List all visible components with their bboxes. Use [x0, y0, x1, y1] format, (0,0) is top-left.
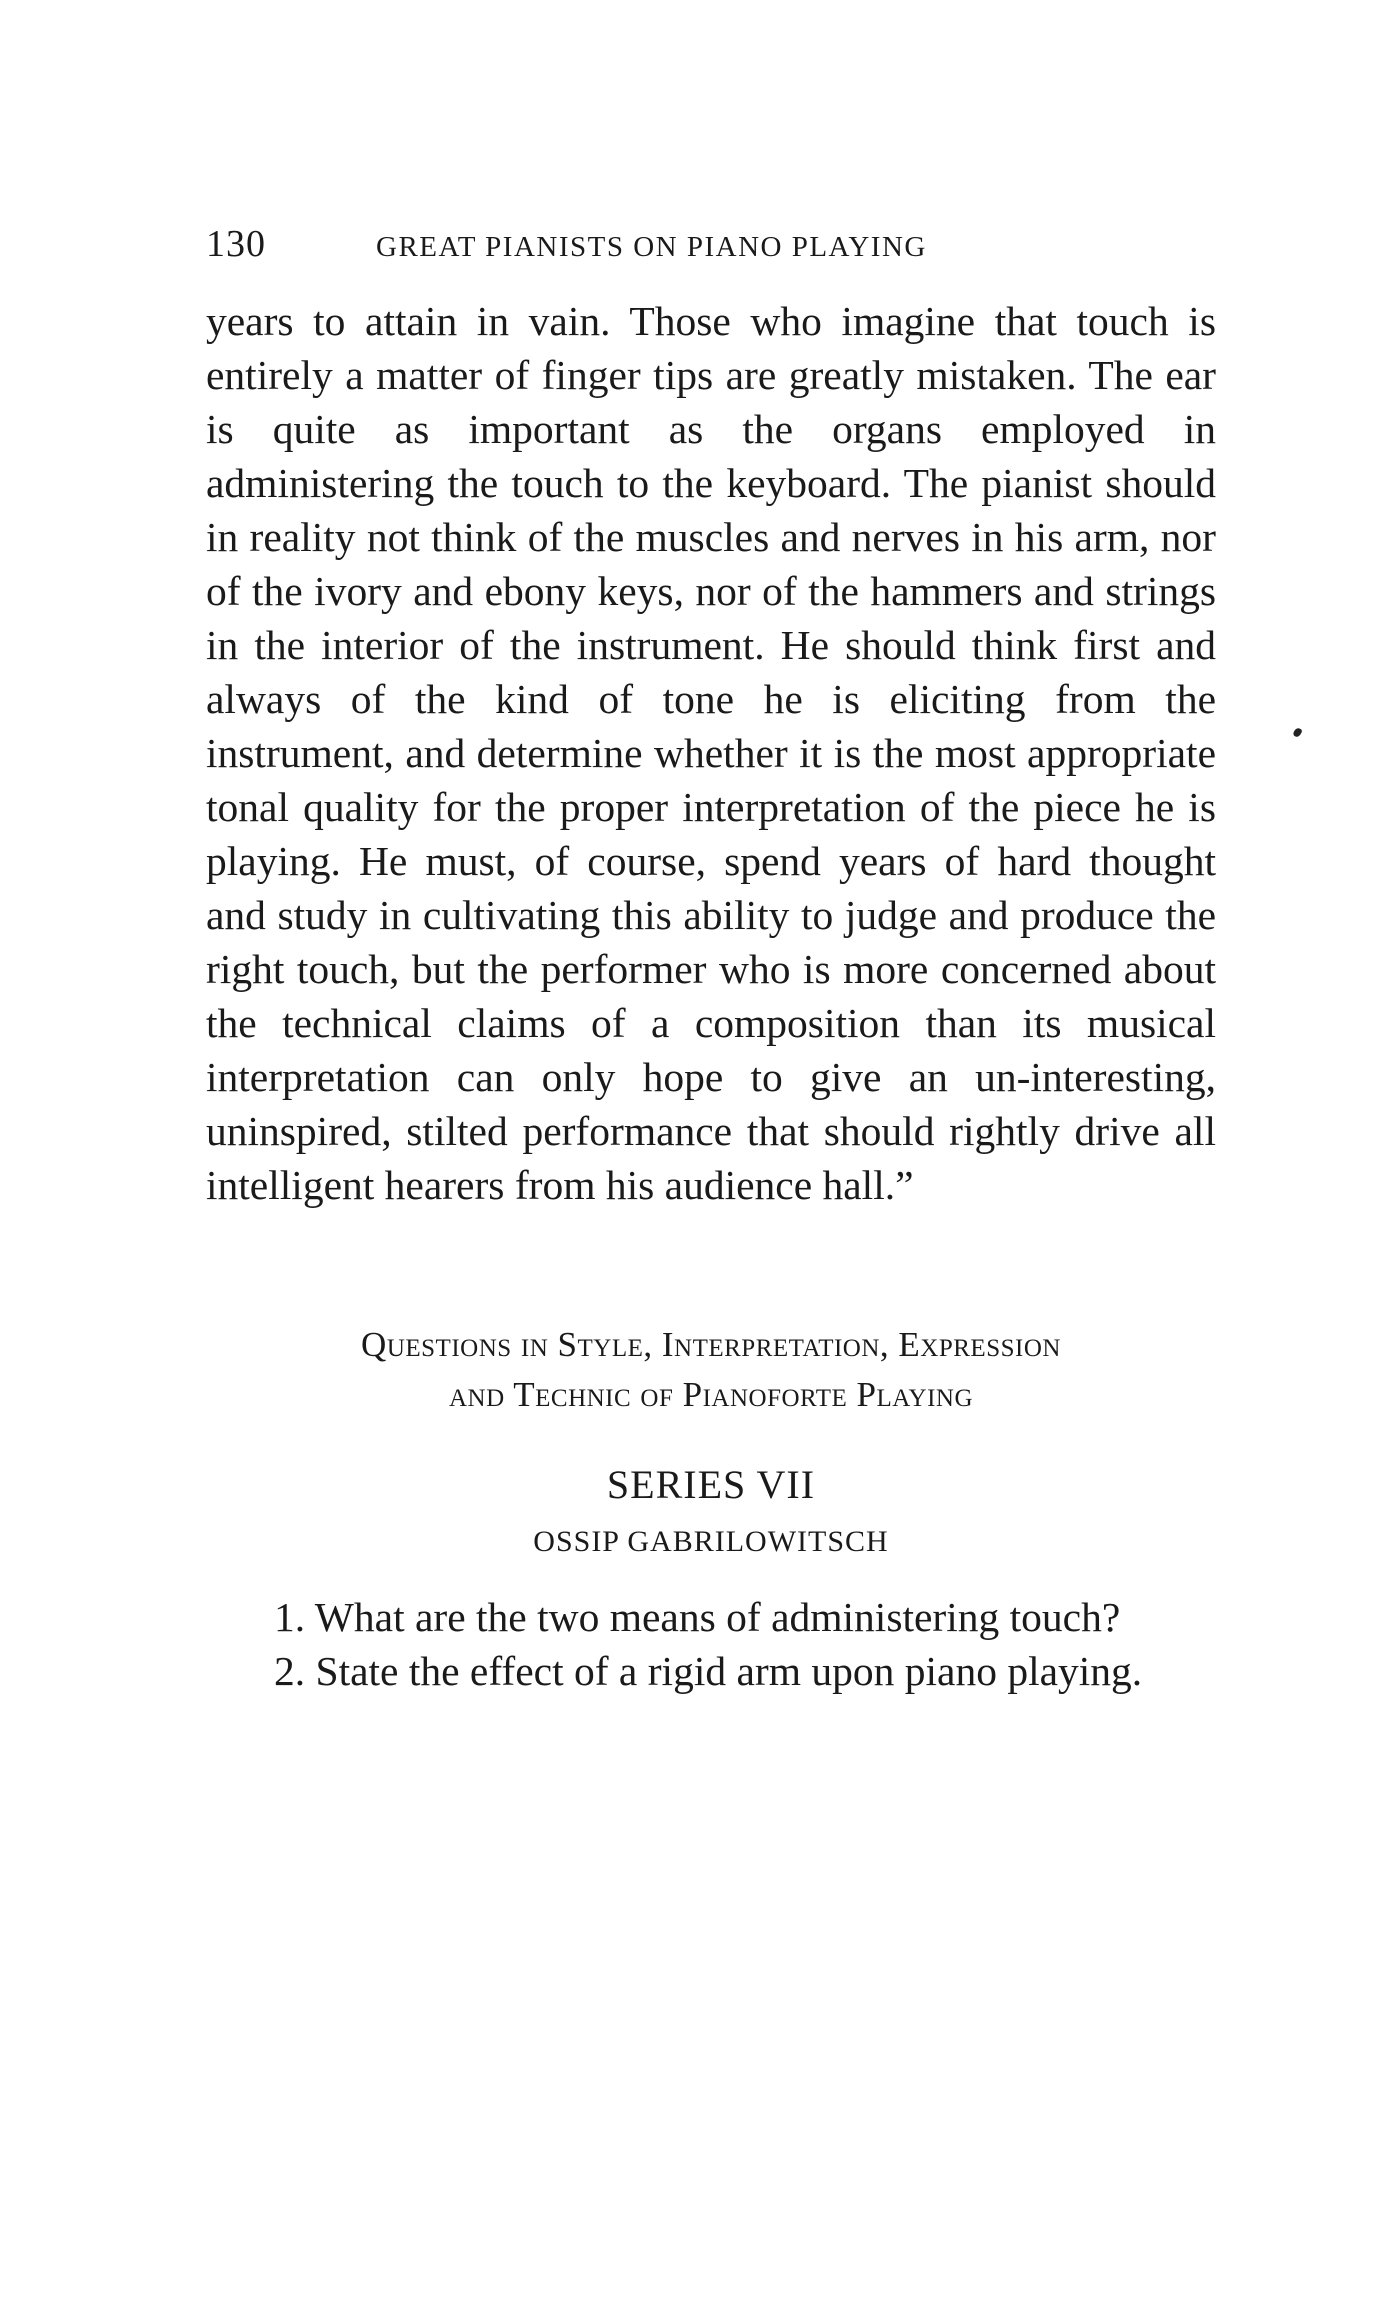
series-title: SERIES VII: [606, 1462, 816, 1507]
question-list: [206, 1590, 1216, 1698]
questions-heading-line-2: and Technic of Pianoforte Playing: [448, 1375, 974, 1414]
questions-heading-line-1: Questions in Style, Interpretation, Expression: [361, 1325, 1061, 1364]
author-name: OSSIP GABRILOWITSCH: [533, 1525, 889, 1558]
page-number: 130: [206, 223, 266, 265]
question-item: 1. What are the two means of administering touch?: [274, 1594, 1121, 1640]
question-item: 2. State the effect of a rigid arm upon piano playing.: [274, 1648, 1143, 1694]
questions-heading: [206, 1320, 1216, 1420]
book-page: [206, 222, 1216, 1698]
ink-speck: [1292, 727, 1303, 738]
body-paragraph: years to attain in vain. Those who imagine that touch is entirely a matter of finger tips are greatly mistaken. The ear is quite as important as the organs employed in administering the touch to the keyboard. The pianist should in reality not think of the muscles and nerves in his arm, nor of the ivory and ebony keys, nor of the hammers and strings in the interior of the instrument. He should think first and always of the kind of tone he is eliciting from the instrument, and determine whether it is the most appropriate tonal quality for the proper interpretation of the piece he is playing. He must, of course, spend years of hard thought and study in cultivating this ability to judge and produce the right touch, but the performer who is more concerned about the technical claims of a composition than its musical interpretation can only hope to give an un-interesting, uninspired, stilted performance that should rightly drive all intelligent hearers from his audience hall.”: [206, 298, 1216, 1208]
running-head: [206, 222, 1216, 274]
running-title: GREAT PIANISTS ON PIANO PLAYING: [376, 231, 927, 263]
